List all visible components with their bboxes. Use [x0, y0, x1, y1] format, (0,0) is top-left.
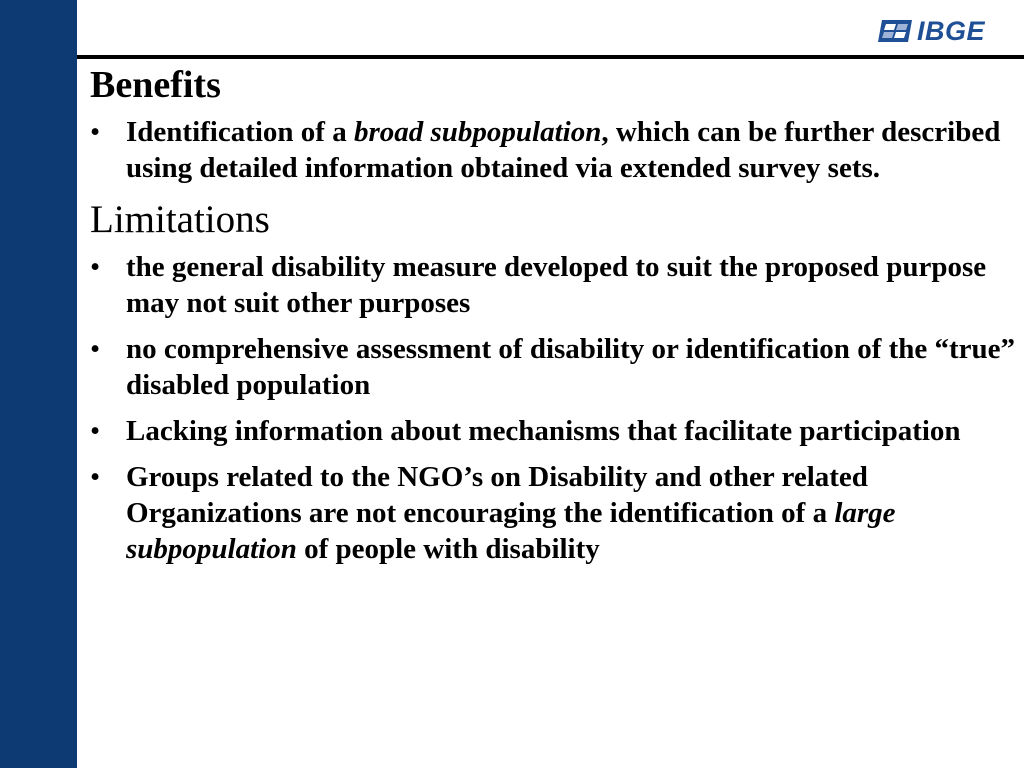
- logo-text: IBGE: [917, 15, 986, 46]
- benefit-text-d: which can be further described using detailed information obtained via extended survey sets.: [126, 115, 1001, 184]
- list-item: [90, 459, 1018, 567]
- list-item: [90, 413, 1018, 449]
- bullet-icon: •: [90, 332, 101, 365]
- limitation-text-emphasis: large subpopulation: [126, 496, 896, 565]
- list-item: [90, 331, 1018, 403]
- bullet-icon: •: [90, 460, 101, 493]
- header-rule: [77, 55, 1024, 59]
- benefits-heading: Benefits: [90, 64, 221, 106]
- sidebar-band: [0, 0, 77, 768]
- ibge-logo-icon: [876, 18, 914, 44]
- limitation-text: the general disability measure developed to suit the proposed purpose may not suit other purposes: [126, 250, 987, 319]
- list-item: [90, 249, 1018, 321]
- bullet-icon: •: [90, 414, 101, 447]
- bullet-icon: •: [90, 250, 101, 283]
- benefits-list: [90, 114, 1018, 186]
- limitations-list: [90, 249, 1018, 567]
- limitation-text-c: of people with disability: [296, 532, 600, 565]
- limitation-text: no comprehensive assessment of disability or identification of the “true” disabled population: [126, 332, 1016, 401]
- list-item: [90, 114, 1018, 186]
- benefit-text-emphasis: broad subpopulation: [353, 115, 602, 148]
- benefit-text-a: Identification of a: [126, 115, 354, 148]
- bullet-icon: •: [90, 115, 101, 148]
- limitation-text-a: Groups related to the NGO’s on Disability and other related Organizations are not encouraging the identification of a: [126, 460, 868, 529]
- limitation-text: Lacking information about mechanisms that facilitate participation: [126, 414, 961, 447]
- limitations-heading: Limitations: [90, 197, 270, 241]
- slide-content: [90, 60, 1018, 577]
- benefit-text-comma: ,: [601, 115, 609, 148]
- ibge-logo: [876, 14, 985, 48]
